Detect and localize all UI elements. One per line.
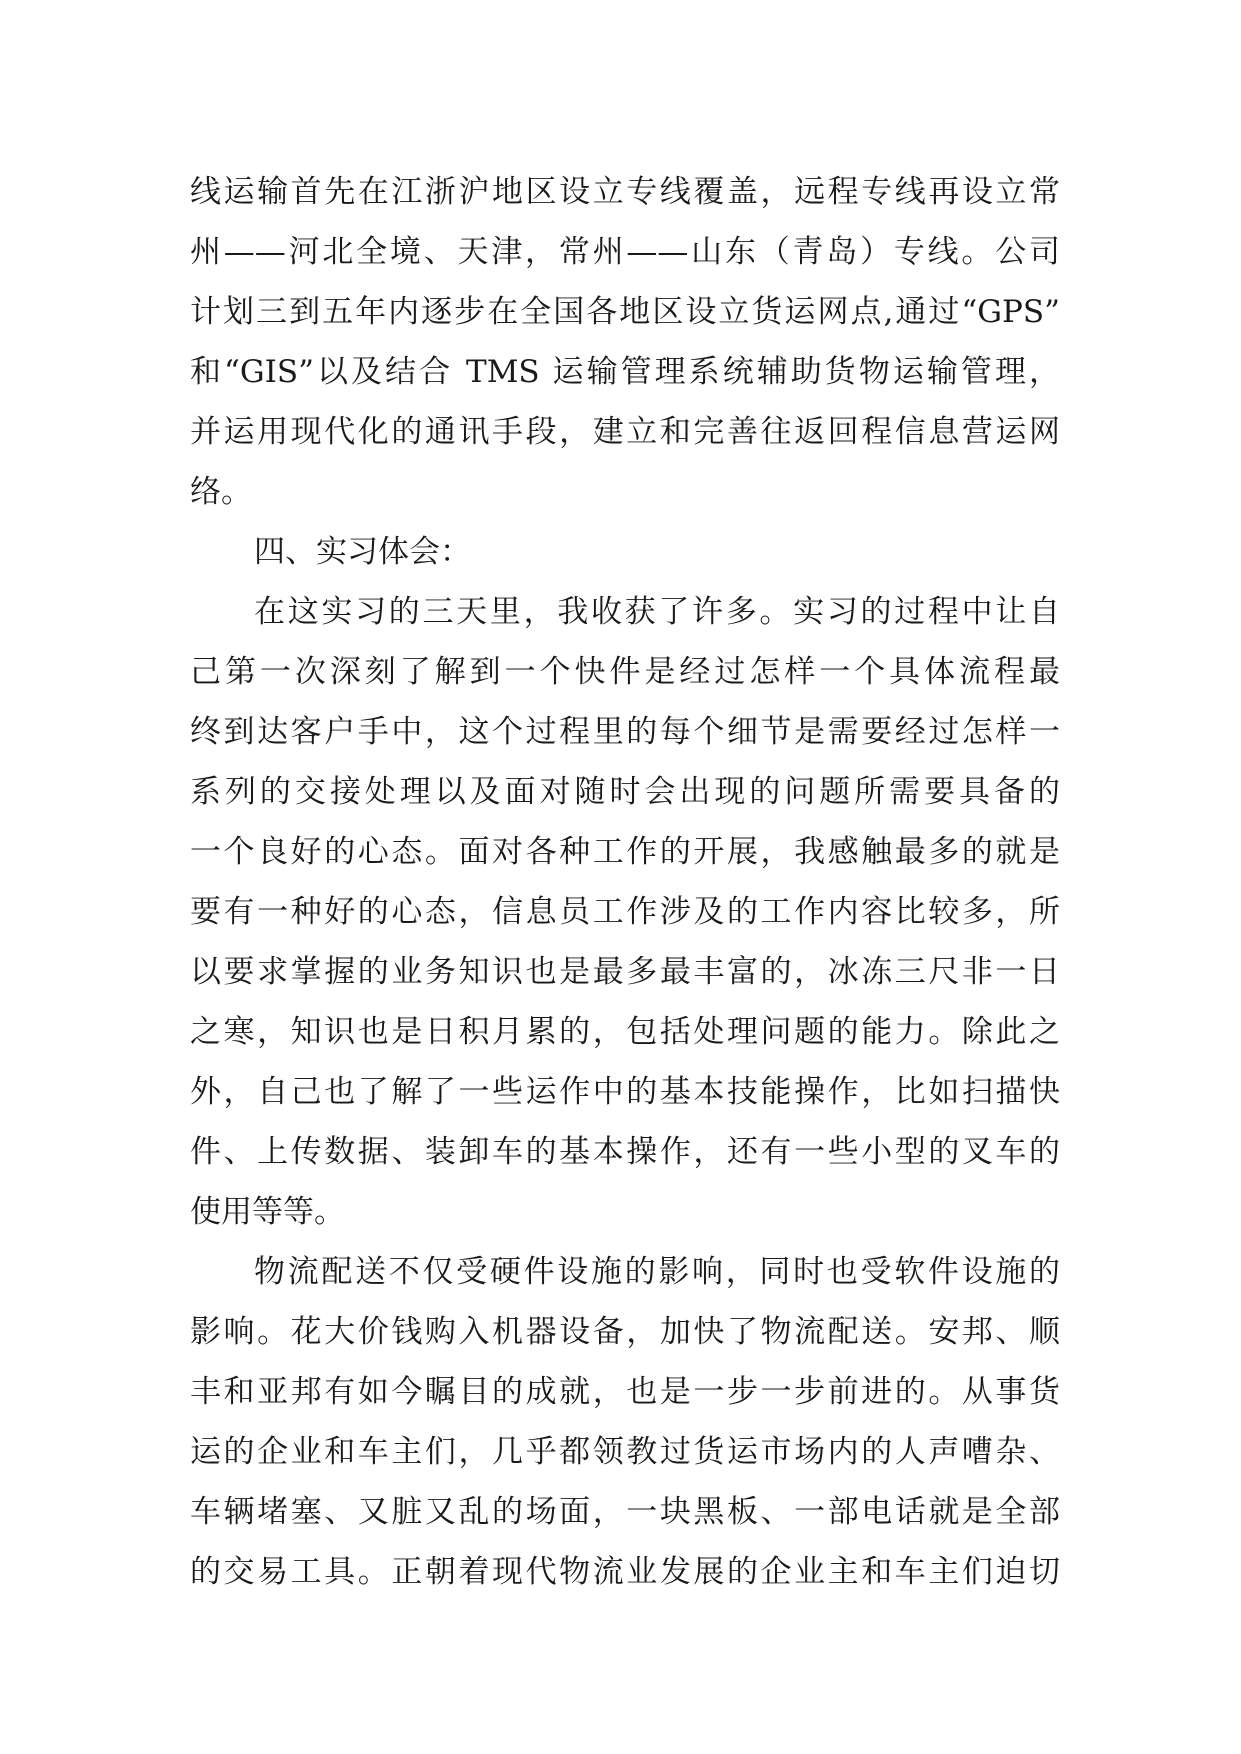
text-line: 络。: [190, 474, 252, 510]
text-line: 运的企业和车主们，几乎都领教过货运市场内的人声嘈杂、: [190, 1434, 1060, 1470]
text-line: 并运用现代化的通讯手段，建立和完善往返回程信息营运网: [190, 414, 1060, 450]
text-line: 以要求掌握的业务知识也是最多最丰富的，冰冻三尺非一日: [190, 954, 1060, 990]
text-line: 和“GIS”以及结合 TMS 运输管理系统辅助货物运输管理，: [190, 354, 1060, 390]
text-line: 物流配送不仅受硬件设施的影响，同时也受软件设施的: [254, 1254, 1060, 1290]
text-line: 线运输首先在江浙沪地区设立专线覆盖，远程专线再设立常: [190, 174, 1060, 210]
text-line: 件、上传数据、装卸车的基本操作，还有一些小型的叉车的: [190, 1134, 1060, 1170]
text-line: 一个良好的心态。面对各种工作的开展，我感触最多的就是: [190, 834, 1060, 870]
document-body: [190, 162, 1060, 1602]
text-line: 影响。花大价钱购入机器设备，加快了物流配送。安邦、顺: [190, 1314, 1060, 1350]
text-line: 要有一种好的心态，信息员工作涉及的工作内容比较多，所: [190, 894, 1060, 930]
text-line: 终到达客户手中，这个过程里的每个细节是需要经过怎样一: [190, 714, 1060, 750]
text-line: 外，自己也了解了一些运作中的基本技能操作，比如扫描快: [190, 1074, 1060, 1110]
text-line: 的交易工具。正朝着现代物流业发展的企业主和车主们迫切: [190, 1554, 1060, 1590]
text-line: 州——河北全境、天津，常州——山东（青岛）专线。公司: [190, 234, 1060, 270]
text-line: 车辆堵塞、又脏又乱的场面，一块黑板、一部电话就是全部: [190, 1494, 1060, 1530]
text-line: 四、实习体会：: [254, 534, 471, 570]
text-line: 计划三到五年内逐步在全国各地区设立货运网点,通过“GPS”: [190, 294, 1060, 330]
text-line: 系列的交接处理以及面对随时会出现的问题所需要具备的: [190, 774, 1060, 810]
text-line: 丰和亚邦有如今瞩目的成就，也是一步一步前进的。从事货: [190, 1374, 1060, 1410]
text-line: 在这实习的三天里，我收获了许多。实习的过程中让自: [254, 594, 1060, 630]
text-line: 使用等等。: [190, 1194, 345, 1230]
text-line: 之寒，知识也是日积月累的，包括处理问题的能力。除此之: [190, 1014, 1060, 1050]
text-line: 己第一次深刻了解到一个快件是经过怎样一个具体流程最: [190, 654, 1060, 690]
